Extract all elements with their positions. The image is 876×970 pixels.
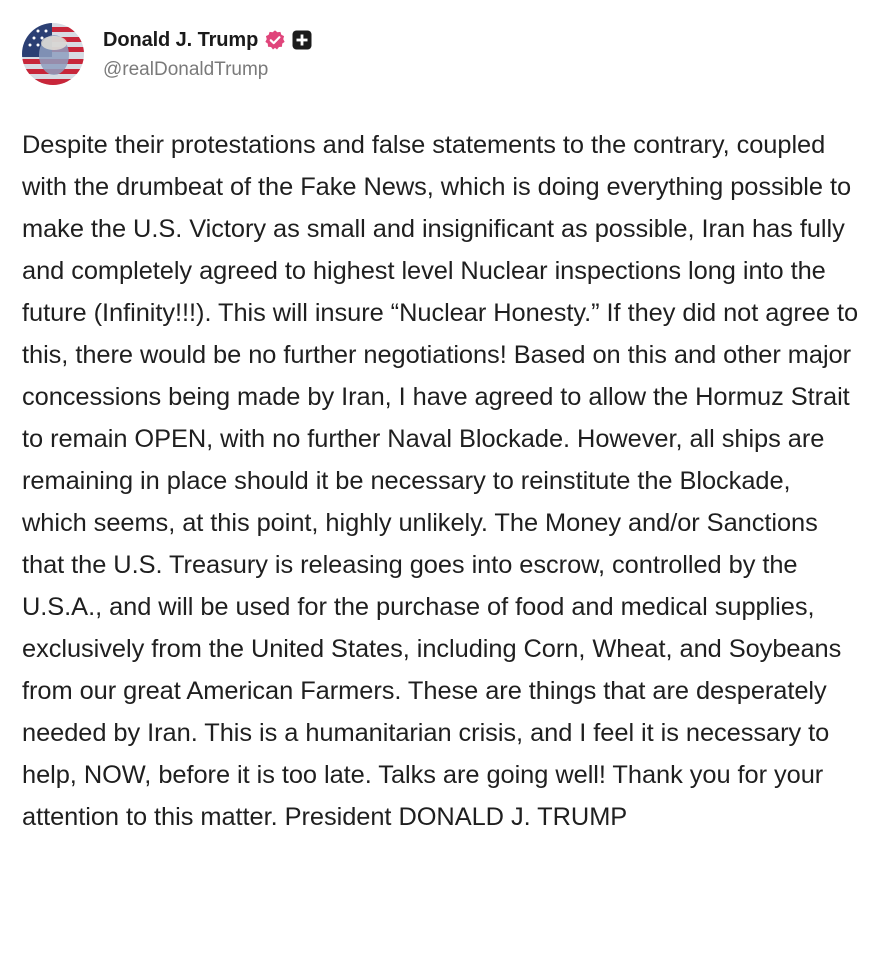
- verified-badge-icon: [264, 29, 286, 51]
- avatar[interactable]: [22, 23, 84, 85]
- author-handle[interactable]: @realDonaldTrump: [103, 59, 269, 80]
- author-display-name[interactable]: Donald J. Trump: [103, 28, 259, 51]
- post-header: [22, 22, 312, 86]
- author-identity: [103, 27, 312, 81]
- plus-badge-icon: [292, 30, 312, 50]
- author-name-row: [103, 27, 312, 53]
- post-body-text: Despite their protestations and false statements to the contrary, coupled with the drumbeat of the Fake News, which is doing everything possible to make the U.S. Victory as small and insignificant as possible, Iran has fully and completely agreed to highest level Nuclear inspections long into the future (Infinity!!!). This will insure “Nuclear Honesty.” If they did not agree to this, there would be no further negotiations! Based on this and other major concessions being made by Iran, I have agreed to allow the Hormuz Strait to remain OPEN, with no further Naval Blockade. However, all ships are remaining in place should it be necessary to reinstitute the Blockade, which seems, at this point, highly unlikely. The Money and/or Sanctions that the U.S. Treasury is releasing goes into escrow, controlled by the U.S.A., and will be used for the purchase of food and medical supplies, exclusively from the United States, including Corn, Wheat, and Soybeans from our great American Farmers. These are things that are desperately needed by Iran. This is a humanitarian crisis, and I feel it is necessary to help, NOW, before it is too late. Talks are going well! Thank you for your attention to this matter. President DONALD J. TRUMP: [22, 131, 859, 831]
- avatar-image: [22, 23, 84, 85]
